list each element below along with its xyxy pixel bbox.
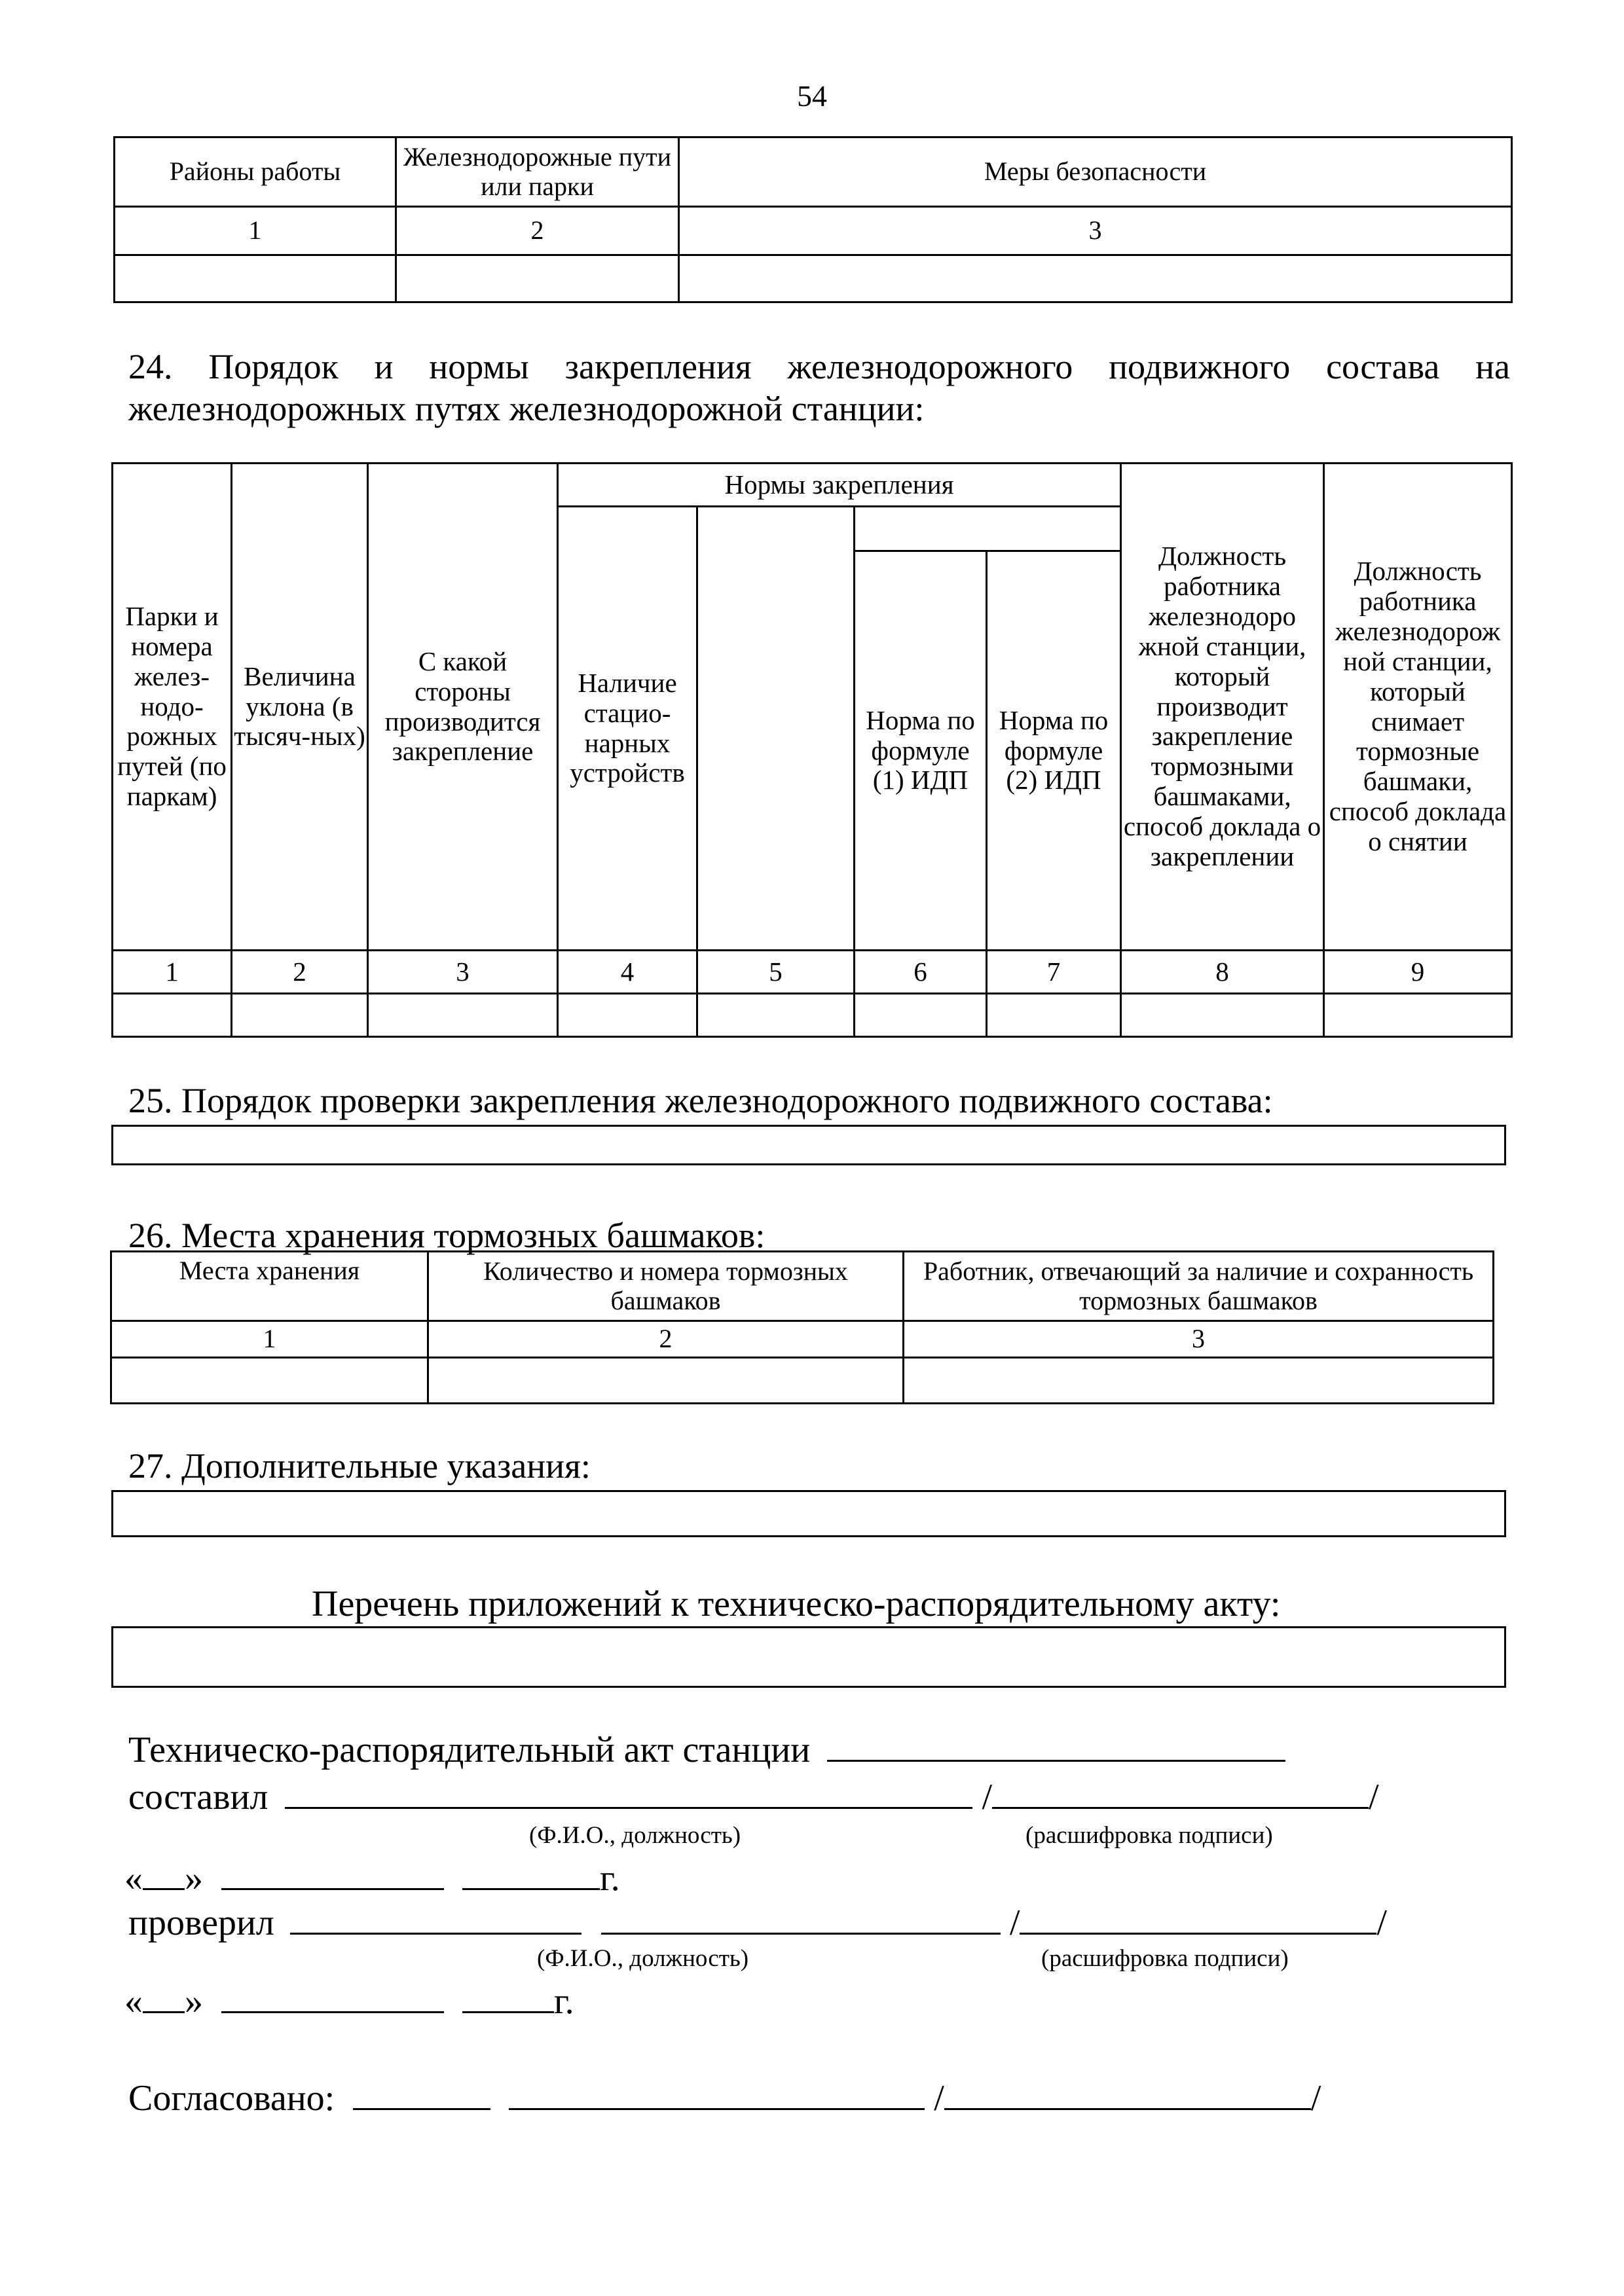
year-suffix: г. [554, 1981, 574, 2022]
header-removing-worker: Должность работника железнодорож ной станции, который снимает тормозные башмаки, способ доклада о снятии [1324, 464, 1512, 951]
year-blank[interactable] [462, 1980, 554, 2013]
quote-open: « [124, 1981, 143, 2022]
header-parks-and-tracks: Парки и номера желез-нодо-рожных путей (по паркам) [113, 464, 232, 951]
header-slope: Величина уклона (в тысяч-ных) [232, 464, 368, 951]
empty-cell[interactable] [1324, 994, 1512, 1037]
agreed-line [128, 2077, 1321, 2119]
agreed-label: Согласовано: [128, 2078, 335, 2119]
slash: / [1310, 2078, 1321, 2119]
act-line [128, 1728, 1285, 1771]
header-side: С какой стороны производится закрепление [368, 464, 558, 951]
empty-cell[interactable] [987, 994, 1121, 1037]
date-line-2 [124, 1980, 574, 2022]
column-number: 3 [679, 207, 1512, 255]
page-number: 54 [797, 79, 827, 113]
safety-measures-table [113, 136, 1513, 303]
agreed-position-blank[interactable] [353, 2077, 490, 2110]
month-blank[interactable] [221, 1857, 444, 1890]
empty-cell[interactable] [115, 255, 396, 302]
slash: / [1369, 1777, 1379, 1817]
date-line-1 [124, 1857, 620, 1899]
checker-signature-blank[interactable] [290, 1901, 581, 1935]
checker-decode-blank[interactable] [1020, 1901, 1376, 1935]
quote-close: » [185, 1858, 203, 1899]
column-number: 3 [368, 951, 558, 994]
month-blank[interactable] [221, 1980, 444, 2013]
header-responsible-worker: Работник, отвечающий за наличие и сохранность тормозных башмаков [904, 1252, 1494, 1321]
checked-label: проверил [128, 1903, 274, 1943]
composer-fio-blank[interactable] [285, 1776, 972, 1809]
header-tracks-or-parks: Железнодорожные пути или парки [396, 137, 679, 207]
year-suffix: г. [600, 1858, 620, 1899]
fixing-norms-table [111, 462, 1513, 1038]
slash: / [1376, 1903, 1387, 1943]
section-27-field[interactable] [111, 1490, 1506, 1537]
quote-close: » [185, 1981, 203, 2022]
quote-open: « [124, 1858, 143, 1899]
header-storage-places: Места хранения [111, 1252, 428, 1321]
slash: / [982, 1777, 993, 1817]
agreed-fio-blank[interactable] [509, 2077, 925, 2110]
column-number: 5 [697, 951, 855, 994]
header-quantity-and-numbers: Количество и номера тормозных башмаков [428, 1252, 904, 1321]
empty-cell[interactable] [232, 994, 368, 1037]
header-norm-formula-2: Норма по формуле (2) ИДП [987, 551, 1121, 951]
header-norm-group [855, 507, 1121, 551]
slash: / [934, 2078, 944, 2119]
decode-caption: (расшифровка подписи) [1041, 1945, 1289, 1972]
appendix-field[interactable] [111, 1626, 1506, 1688]
fio-caption: (Ф.И.О., должность) [529, 1822, 741, 1849]
column-number: 1 [111, 1321, 428, 1358]
section-27-title: 27. Дополнительные указания: [128, 1446, 591, 1485]
column-number: 3 [904, 1321, 1494, 1358]
column-number: 6 [855, 951, 987, 994]
composer-decode-blank[interactable] [992, 1776, 1369, 1809]
day-blank[interactable] [143, 1857, 185, 1890]
column-number: 1 [113, 951, 232, 994]
column-number: 2 [396, 207, 679, 255]
column-number: 4 [558, 951, 697, 994]
column-number: 9 [1324, 951, 1512, 994]
header-blank [697, 507, 855, 951]
slash: / [1009, 1903, 1020, 1943]
composed-line [128, 1776, 1379, 1818]
header-fixing-norms: Нормы закрепления [558, 464, 1121, 507]
section-24-title: 24. Порядок и нормы закрепления железнодорожного подвижного состава на железнодорожных путях железнодорожной станции: [128, 347, 1510, 428]
brake-shoes-storage-table [110, 1250, 1494, 1404]
header-stationary-devices: Наличие стацио-нарных устройств [558, 507, 697, 951]
header-norm-formula-1: Норма по формуле (1) ИДП [855, 551, 987, 951]
day-blank[interactable] [143, 1980, 185, 2013]
header-safety-measures: Меры безопасности [679, 137, 1512, 207]
column-number: 8 [1121, 951, 1324, 994]
appendix-title: Перечень приложений к техническо-распорядительному акту: [312, 1584, 1281, 1624]
empty-cell[interactable] [855, 994, 987, 1037]
decode-caption: (расшифровка подписи) [1025, 1822, 1273, 1849]
header-fixing-worker: Должность работника железнодоро жной станции, который производит закрепление тормозными башмаками, способ доклада о закреплении [1121, 464, 1324, 951]
station-name-blank[interactable] [827, 1728, 1285, 1762]
checker-fio-blank[interactable] [601, 1901, 1001, 1935]
empty-cell[interactable] [904, 1358, 1494, 1404]
fio-caption: (Ф.И.О., должность) [537, 1945, 749, 1972]
column-number: 1 [115, 207, 396, 255]
act-label: Техническо-распорядительный акт станции [128, 1730, 811, 1770]
empty-cell[interactable] [113, 994, 232, 1037]
column-number: 7 [987, 951, 1121, 994]
checked-line [128, 1901, 1387, 1944]
empty-cell[interactable] [1121, 994, 1324, 1037]
empty-cell[interactable] [368, 994, 558, 1037]
header-work-areas: Районы работы [115, 137, 396, 207]
empty-cell[interactable] [697, 994, 855, 1037]
empty-cell[interactable] [396, 255, 679, 302]
empty-cell[interactable] [558, 994, 697, 1037]
section-25-field[interactable] [111, 1125, 1506, 1165]
empty-cell[interactable] [679, 255, 1512, 302]
section-25-title: 25. Порядок проверки закрепления железнодорожного подвижного состава: [128, 1081, 1273, 1120]
composed-label: составил [128, 1777, 268, 1817]
column-number: 2 [232, 951, 368, 994]
empty-cell[interactable] [428, 1358, 904, 1404]
year-blank[interactable] [462, 1857, 600, 1890]
column-number: 2 [428, 1321, 904, 1358]
empty-cell[interactable] [111, 1358, 428, 1404]
agreed-decode-blank[interactable] [944, 2077, 1311, 2110]
section-26-title: 26. Места хранения тормозных башмаков: [128, 1216, 766, 1255]
